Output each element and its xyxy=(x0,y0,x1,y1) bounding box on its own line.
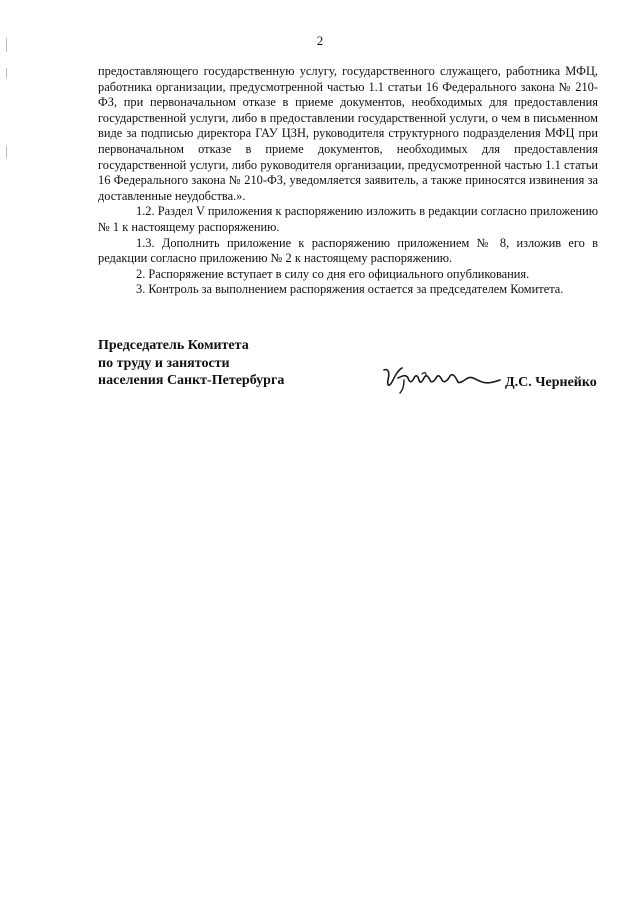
page-number: 2 xyxy=(316,33,324,48)
signer-name: Д.С. Чернейко xyxy=(505,375,597,390)
signatory-title-line-3: населения Санкт-Петербурга xyxy=(98,373,285,388)
document-body xyxy=(98,64,598,298)
signatory-title-line-2: по труду и занятости xyxy=(98,355,230,371)
paragraph-3: 3. Контроль за выполнением распоряжения остается за председателем Комитета. xyxy=(136,282,564,297)
signatory-title xyxy=(98,337,284,390)
paragraph-2: 2. Распоряжение вступает в силу со дня его официального опубликования. xyxy=(136,266,530,281)
scan-margin-marks xyxy=(6,38,10,158)
handwritten-signature xyxy=(378,360,503,394)
signatory-title-line-1: Председатель Комитета xyxy=(98,338,249,353)
paragraph-1-3: 1.3. Дополнить приложение к распоряжению приложением № 8, изложив его в редакции согласно приложению № 2 к настоящему распоряжению. xyxy=(98,235,598,266)
paragraph-1-2: 1.2. Раздел V приложения к распоряжению изложить в редакции согласно приложению № 1 к настоящему распоряжению. xyxy=(98,204,598,234)
paragraph-continuation: предоставляющего государственную услугу, государственного служащего, работника МФЦ, работника организации, предусмотренной частью 1.1 статьи 16 Федерального закона № 210-ФЗ, при первоначальном отказе в приеме документов, необходимых для предоставления государственной услуги, либо в предоставлении государственной услуги, о чем в письменном виде за подписью директора ГАУ ЦЗН, руководителя структурного подразделения МФЦ при первоначальном отказе в приеме документов, необходимых для предоставления государственной услуги, либо руководителя организации, предусмотренной частью 1.1 статьи 16 Федерального закона № 210-ФЗ, уведомляется заявитель, а также приносятся извинения за доставленные неудобства.». xyxy=(98,64,598,203)
